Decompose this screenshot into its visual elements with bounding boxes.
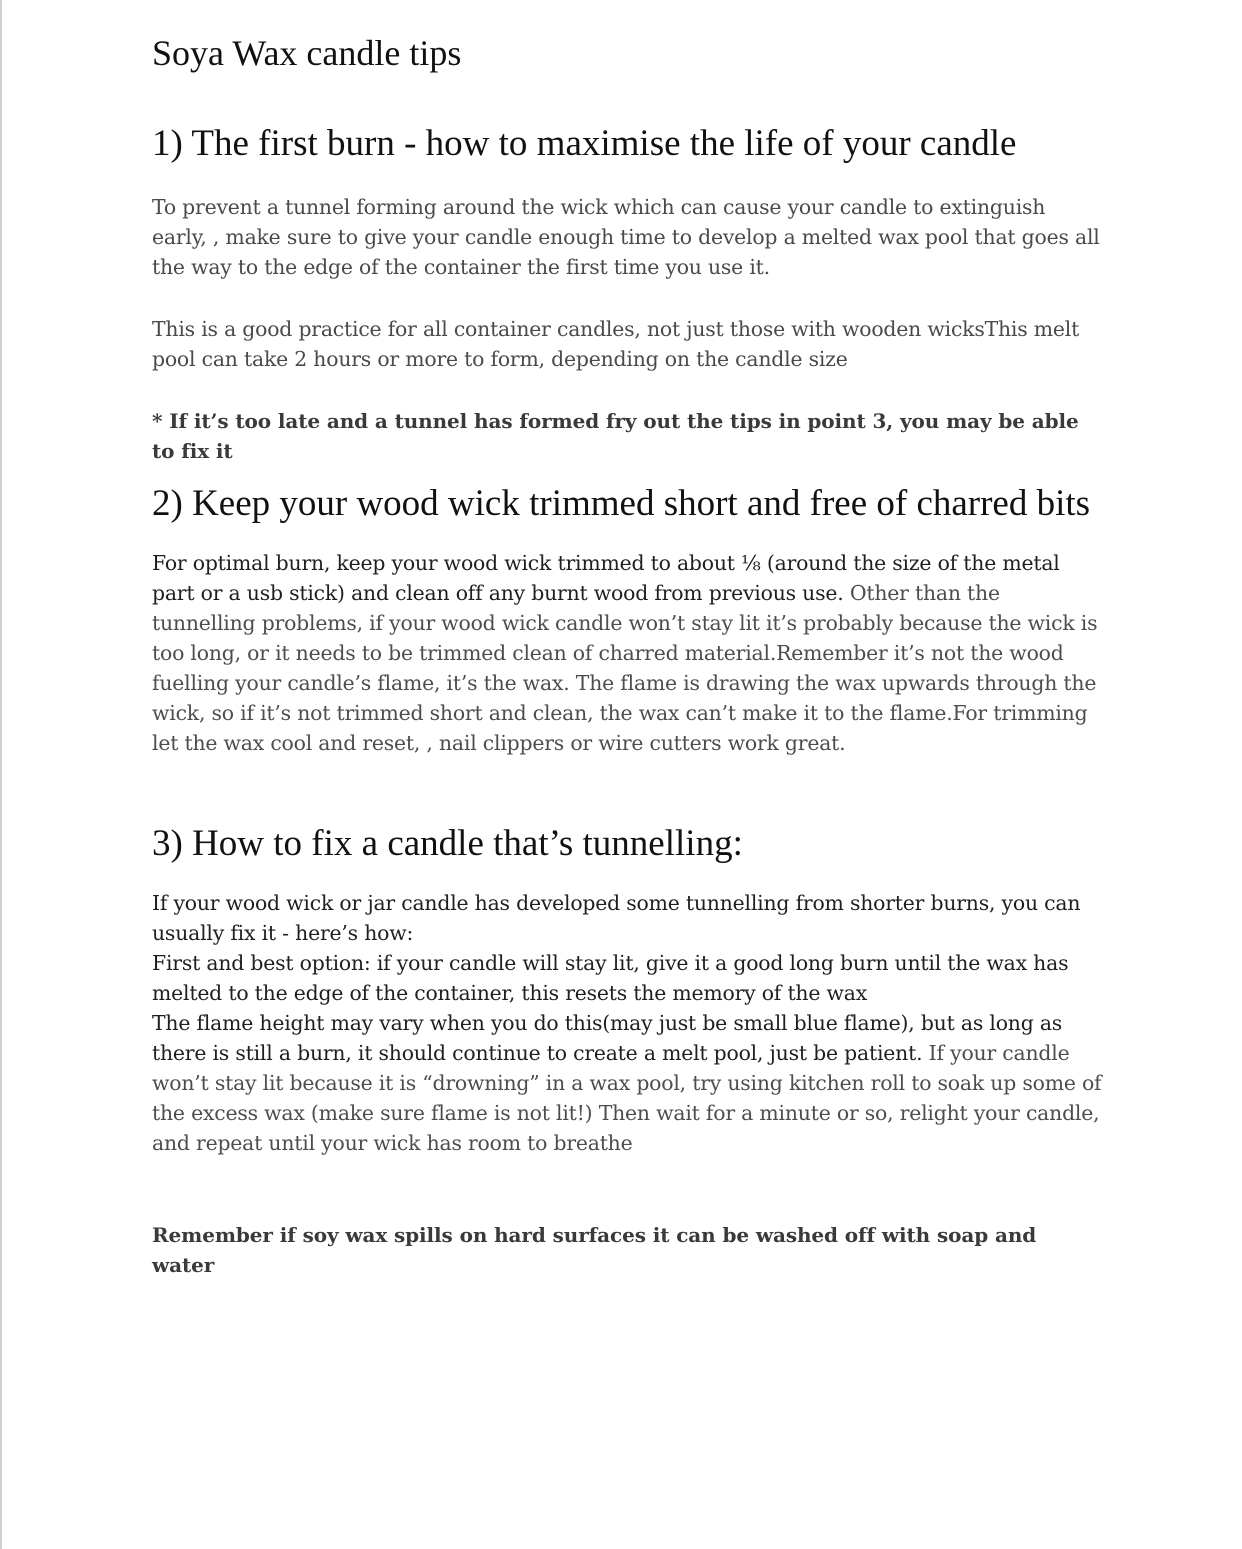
section-3-paragraph-dark: The flame height may vary when you do this(may just be small blue flame), but as long as there is still a burn, it should continue to create a melt pool, just be patient. <box>152 1011 1063 1065</box>
section-3-paragraph <box>152 1008 1102 1158</box>
section-1-paragraph-2: This is a good practice for all container candles, not just those with wooden wicksThis melt pool can take 2 hours or more to form, depending on the candle size <box>152 317 1080 371</box>
page-edge <box>0 0 2 1549</box>
section-2-paragraph <box>152 548 1102 758</box>
section-1-note: * If it’s too late and a tunnel has formed fry out the tips in point 3, you may be able to fix it <box>152 409 1079 463</box>
section-2-paragraph-muted: Other than the tunnelling problems, if your wood wick candle won’t stay lit it’s probably because the wick is too long, or it needs to be trimmed clean of charred material.Remember it’s not the wood fuelling your candle’s flame, it’s the wax. The flame is drawing the wax upwards through the wick, so if it’s not trimmed short and clean, the wax can’t make it to the flame.For trimming let the wax cool and reset, , nail clippers or wire cutters work great. <box>152 581 1098 755</box>
section-3-heading: 3) How to fix a candle that’s tunnelling: <box>152 823 743 864</box>
section-2-paragraph-dark: For optimal burn, keep your wood wick trimmed to about ⅛ (around the size of the metal part or a usb stick) and clean off any burnt wood from previous use. <box>152 551 1060 605</box>
document-title: Soya Wax candle tips <box>152 33 462 73</box>
closing-note: Remember if soy wax spills on hard surfaces it can be washed off with soap and water <box>152 1223 1037 1277</box>
section-1-heading: 1) The first burn - how to maximise the life of your candle <box>152 123 1017 164</box>
section-1-paragraph-1: To prevent a tunnel forming around the wick which can cause your candle to extinguish early, , make sure to give your candle enough time to develop a melted wax pool that goes all the way to the edge of the container the first time you use it. <box>152 195 1100 279</box>
section-3-intro: If your wood wick or jar candle has developed some tunnelling from shorter burns, you can usually fix it - here’s how: <box>152 891 1081 945</box>
section-3-paragraph-muted: If your candle won’t stay lit because it is “drowning” in a wax pool, try using kitchen roll to soak up some of the excess wax (make sure flame is not lit!) Then wait for a minute or so, relight your candle, and repeat until your wick has room to breathe <box>152 1041 1102 1155</box>
section-3-option: First and best option: if your candle will stay lit, give it a good long burn until the wax has melted to the edge of the container, this resets the memory of the wax <box>152 951 1069 1005</box>
section-2-heading: 2) Keep your wood wick trimmed short and free of charred bits <box>152 483 1091 524</box>
document-body <box>152 28 1102 1280</box>
